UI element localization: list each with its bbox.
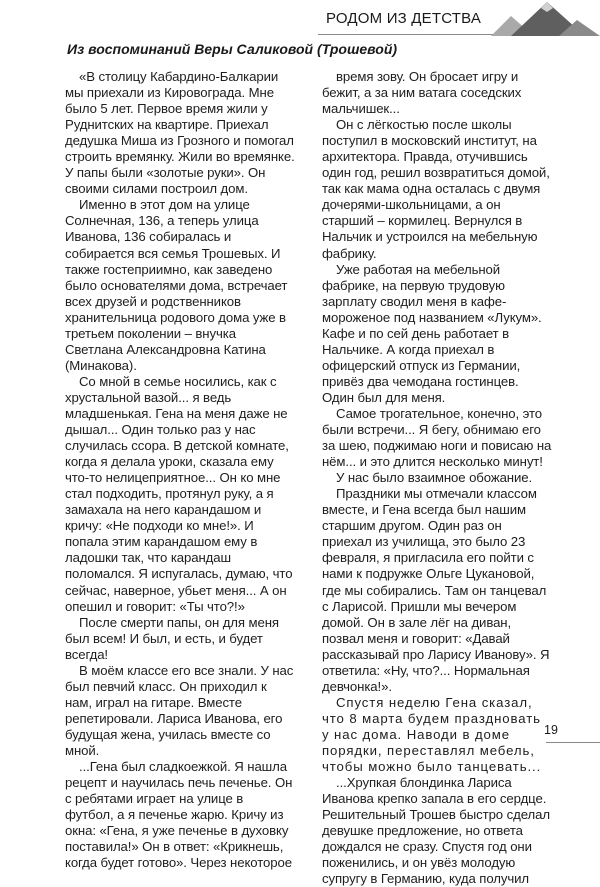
article-title: Из воспоминаний Веры Саликовой (Трошевой) bbox=[67, 41, 398, 57]
paragraph: У нас было взаимное обожание. bbox=[336, 470, 533, 486]
paragraph: Со мной в семье носились, как с хрустальной вазой... я ведь младшенькая. Гена на меня даже не дышал... Один только раз у нас случилась ссора. В детской комнате, когда я делала уроки, сказала ему что-то нелицеприятное... Он ко мне стал подходить, протянул руку, а я замахала на него карандашом и кричу: «Не подходи ко мне!». И попала этим карандашом ему в ладошки так, что карандаш поломался. Я испугалась, думаю, что сейчас, наверное, убьет меня... А он опешил и говорит: «Ты что?!» bbox=[65, 373, 293, 614]
footer-rule bbox=[546, 742, 600, 743]
paragraph: Спустя неделю Гена сказал, что 8 марта будем праздновать у нас дома. Наводи в доме порядки, переставлял мебель, чтобы можно было танцевать... bbox=[322, 694, 542, 775]
paragraph: Он с лёгкостью после школы поступил в московский институт, на архитектора. Правда, отучившись один год, решил возвратиться домой, так как мама одна осталась с двумя дочерями-школьницами, а он старший – кормилец. Вернулся в Нальчик и устроился на мебельную фабрику. bbox=[322, 117, 550, 261]
paragraph: «В столицу Кабардино-Балкарии мы приехали из Кировограда. Мне было 5 лет. Первое время жили у Руднитских на квартире. Приехал дедушка Миша из Грозного и помогал строить времянку. Жили во времянке. У папы были «золотые руки». Он своими силами построил дом. bbox=[65, 69, 295, 197]
right-column bbox=[322, 69, 552, 887]
paragraph: После смерти папы, он для меня был всем! И был, и есть, и будет всегда! bbox=[65, 614, 279, 662]
paragraph: Уже работая на мебельной фабрике, на первую трудовую зарплату сводил меня в кафе-мороженое под названием «Лукум». Кафе и по сей день работает в Нальчике. А когда приехал в офицерский отпуск из Германии, привёз два чемодана гостинцев. Один был для меня. bbox=[322, 261, 542, 405]
paragraph: время зову. Он бросает игру и бежит, а за ним ватага соседских мальчишек... bbox=[322, 69, 522, 117]
page-header bbox=[0, 0, 600, 44]
mountain-icon bbox=[481, 0, 600, 36]
paragraph: Праздники мы отмечали классом вместе, и Гена всегда был нашим старшим другом. Один раз он приехал из училища, это было 23 февраля, я пригласила его пойти с нами к подружке Ольге Цукановой, где мы собирались. Там он танцевал с Ларисой. Пришли мы вечером домой. Он в зале лёг на диван, позвал меня и говорит: «Давай рассказывай про Ларису Иванову». Я ответила: «Ну, что?... Нормальная девчонка!». bbox=[322, 486, 550, 694]
left-column bbox=[65, 69, 295, 871]
paragraph: Самое трогательное, конечно, это были встречи... Я бегу, обнимаю его за шею, поджимаю ноги и повисаю на нём... и это длится несколько минут! bbox=[322, 405, 552, 470]
paragraph: ...Гена был сладкоежкой. Я нашла рецепт и научилась печь печенье. Он с ребятами играет на улице в футбол, а я печенье жарю. Кричу из окна: «Гена, я уже печенье в духовку поставила!» Он в ответ: «Крикнешь, когда будет готово». Через некоторое bbox=[65, 759, 293, 871]
page-number: 19 bbox=[544, 723, 558, 737]
paragraph: Именно в этот дом на улице Солнечная, 136, а теперь улица Иванова, 136 собиралась и собирается вся семья Трошевых. И также гостеприимно, как заведено было основателями дома, встречает всех друзей и родственников хранительница родового дома уже в третьем поколении – внучка Светлана Александровна Катина (Минакова). bbox=[65, 197, 288, 373]
paragraph: В моём классе его все знали. У нас был певчий класс. Он приходил к нам, играл на гитаре. Вместе репетировали. Лариса Иванова, его будущая жена, училась вместе со мной. bbox=[65, 662, 294, 758]
header-rule bbox=[318, 34, 500, 35]
section-title: РОДОМ ИЗ ДЕТСТВА bbox=[326, 10, 482, 27]
paragraph: ...Хрупкая блондинка Лариса Иванова крепко запала в его сердце. Решительный Трошев быстро сделал девушке предложение, но ответа дождался не сразу. Спустя год они поженились, и он увёз молодую супругу в Германию, куда получил bbox=[322, 775, 550, 887]
